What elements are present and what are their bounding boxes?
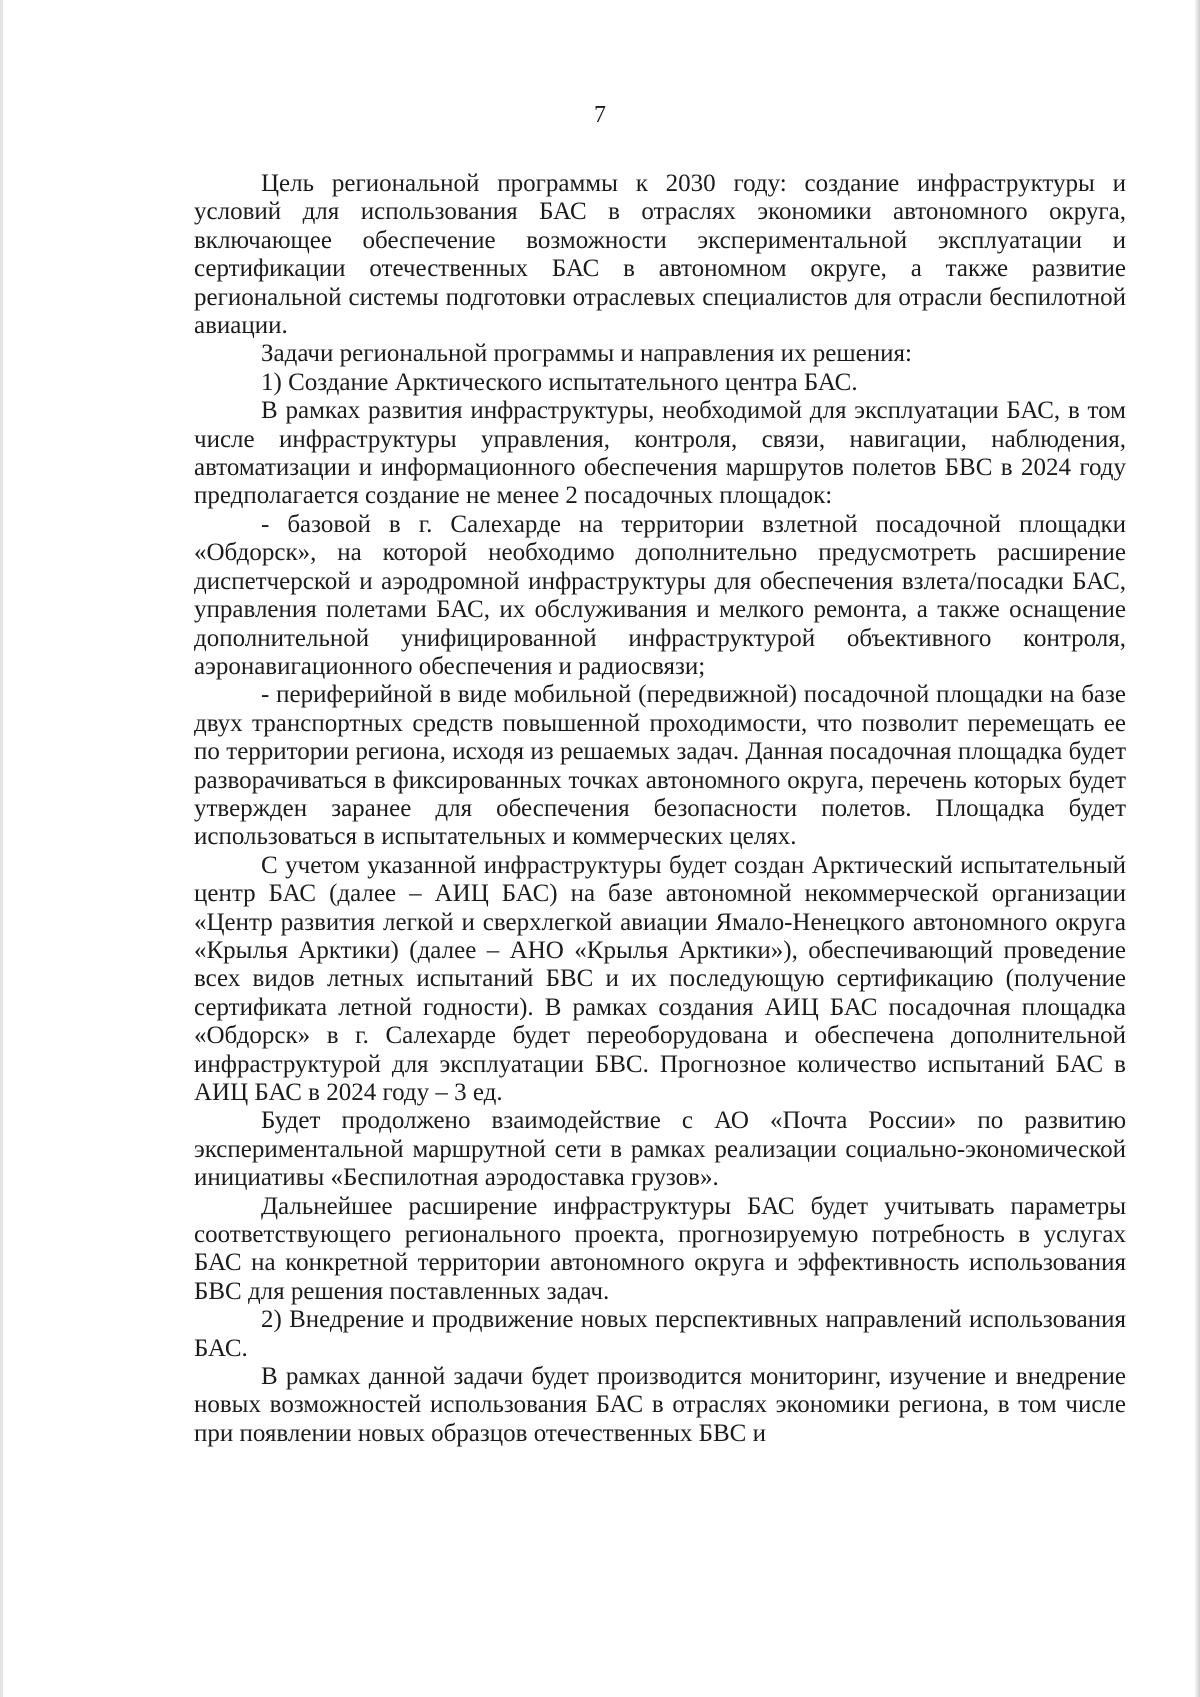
paragraph-infrastructure: В рамках развития инфраструктуры, необходимой для эксплуатации БАС, в том числе инфраструктуры управления, контроля, связи, навигации, наблюдения, автоматизации и информационного обеспечения маршрутов полетов БВС в 2024 году предполагается создание не менее 2 посадочных площадок: (194, 397, 1126, 510)
paragraph-monitoring: В рамках данной задачи будет производится мониторинг, изучение и внедрение новых возможностей использования БАС в отраслях экономики региона, в том числе при появлении новых образцов отечественных БВС и (194, 1363, 1126, 1447)
paragraph-expansion: Дальнейшее расширение инфраструктуры БАС будет учитывать параметры соответствующего регионального проекта, прогнозируемую потребность в услугах БАС на конкретной территории автономного округа и эффективность использования БВС для решения поставленных задач. (194, 1192, 1126, 1305)
scan-edge-left (0, 0, 3, 1697)
paragraph-mobile-site: - периферийной в виде мобильной (передвижной) посадочной площадки на базе двух транспортных средств повышенной проходимости, что позволит перемещать ее по территории региона, исходя из решаемых задач. Данная посадочная площадка будет разворачиваться в фиксированных точках автономного округа, перечень которых будет утвержден заранее для обеспечения безопасности полетов. Площадка будет использоваться в испытательных и коммерческих целях. (194, 681, 1126, 851)
scan-edge-right (1194, 0, 1200, 1697)
document-body (194, 170, 1126, 1448)
paragraph-task-1: 1) Создание Арктического испытательного центра БАС. (261, 368, 858, 396)
paragraph-task-2: 2) Внедрение и продвижение новых перспективных направлений использования БАС. (194, 1306, 1126, 1362)
page-number: 7 (594, 102, 606, 128)
paragraph-test-center: С учетом указанной инфраструктуры будет создан Арктический испытательный центр БАС (далее – АИЦ БАС) на базе автономной некоммерческой организации «Центр развития легкой и сверхлегкой авиации Ямало-Ненецкого автономного округа «Крылья Арктики) (далее – АНО «Крылья Арктики»), обеспечивающий проведение всех видов летных испытаний БВС и их последующую сертификацию (получение сертификата летной годности). В рамках создания АИЦ БАС посадочная площадка «Обдорск» в г. Салехарде будет переоборудована и обеспечена дополнительной инфраструктурой для эксплуатации БВС. Прогнозное количество испытаний БАС в АИЦ БАС в 2024 году – 3 ед. (194, 851, 1126, 1106)
paragraph-base-site: - базовой в г. Салехарде на территории взлетной посадочной площадки «Обдорск», на которой необходимо дополнительно предусмотреть расширение диспетчерской и аэродромной инфраструктуры для обеспечения взлета/посадки БАС, управления полетами БАС, их обслуживания и мелкого ремонта, а также оснащение дополнительной унифицированной инфраструктурой объективного контроля, аэронавигационного обеспечения и радиосвязи; (194, 510, 1126, 680)
paragraph-tasks-intro: Задачи региональной программы и направления их решения: (261, 340, 912, 368)
paragraph-russian-post: Будет продолжено взаимодействие с АО «Почта России» по развитию экспериментальной маршрутной сети в рамках реализации социально-экономической инициативы «Беспилотная аэродоставка грузов». (194, 1107, 1126, 1192)
paragraph-goal: Цель региональной программы к 2030 году: создание инфраструктуры и условий для использования БАС в отраслях экономики автономного округа, включающее обеспечение возможности экспериментальной эксплуатации и сертификации отечественных БАС в автономном округе, а также развитие региональной системы подготовки отраслевых специалистов для отрасли беспилотной авиации. (194, 170, 1126, 340)
